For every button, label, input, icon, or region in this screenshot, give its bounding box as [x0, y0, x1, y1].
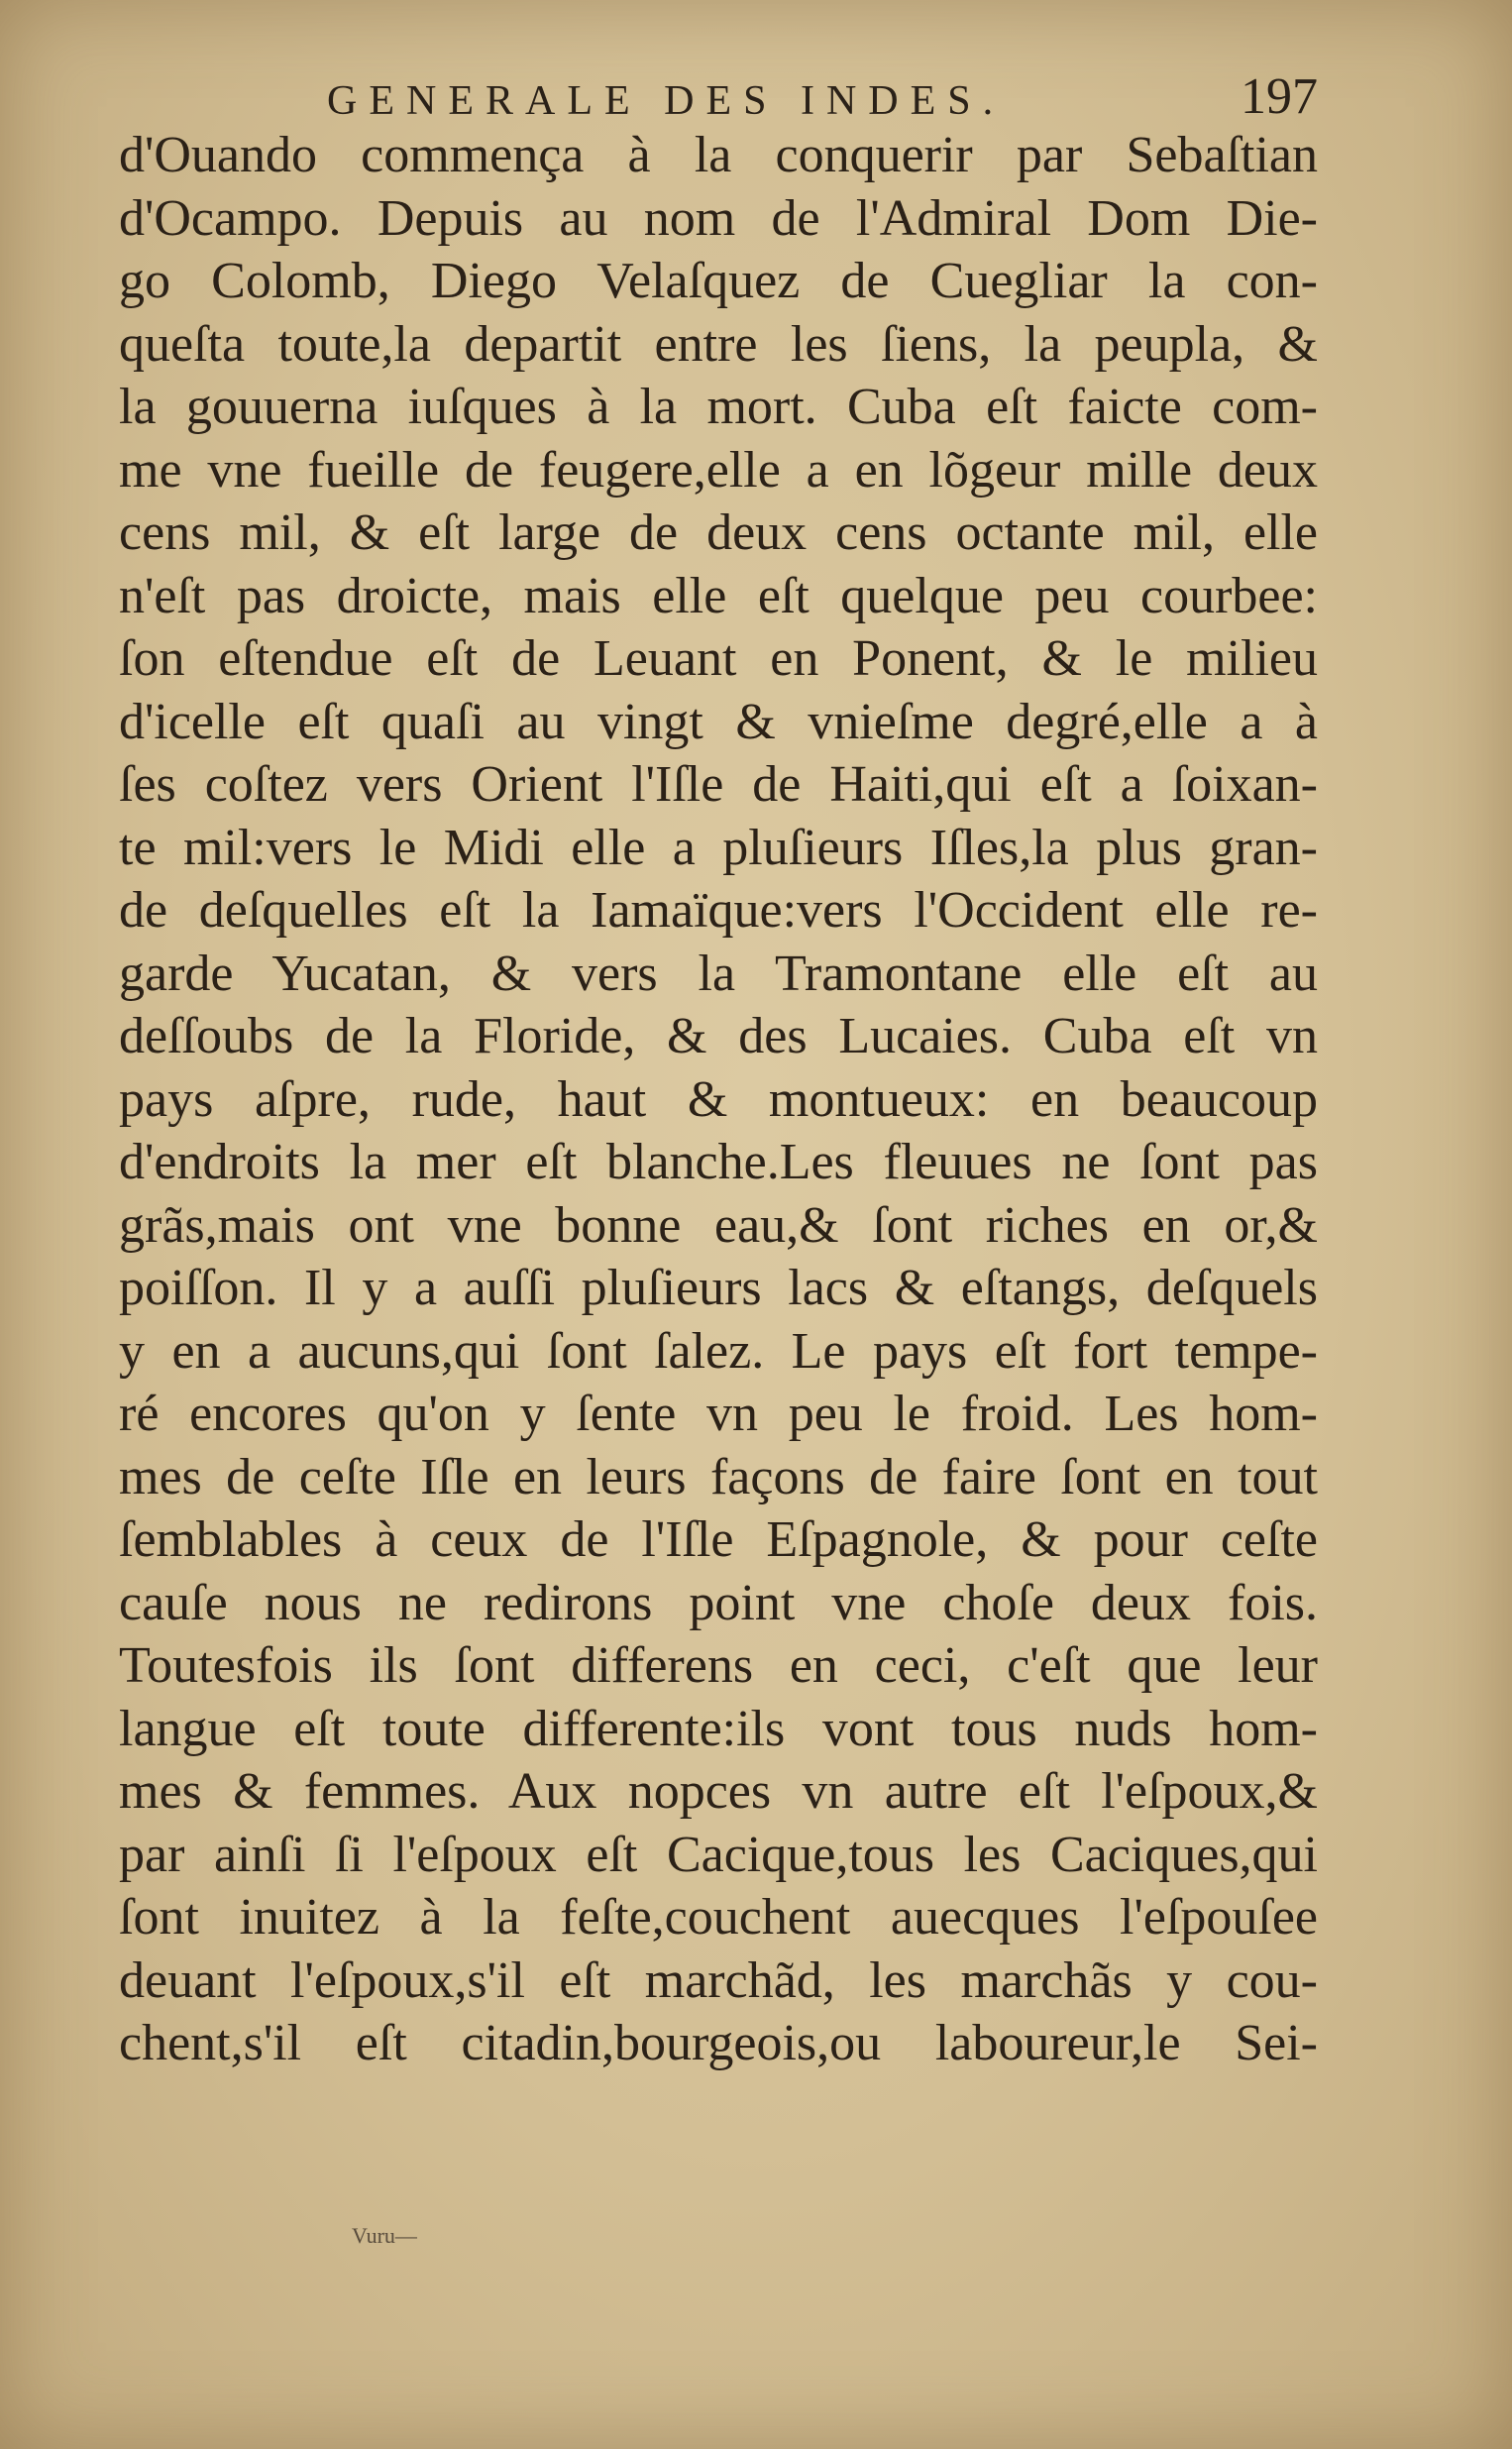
text-line: mes & femmes. Aux nopces vn autre eſt l'eſpoux,&	[119, 1763, 1318, 1820]
text-line: d'icelle eſt quaſi au vingt & vnieſme degré,elle a à	[119, 693, 1318, 750]
text-line: ſont inuitez à la feſte,couchent auecques l'eſpouſee	[119, 1889, 1318, 1946]
text-line: mes de ceſte Iſle en leurs façons de faire ſont en tout	[119, 1448, 1318, 1505]
body-text	[119, 124, 1318, 2075]
text-line: chent,s'il eſt citadin,bourgeois,ou laboureur,le Sei-	[119, 2015, 1318, 2071]
text-line: pays aſpre, rude, haut & montueux: en beaucoup	[119, 1070, 1318, 1128]
text-line: poiſſon. Il y a auſſi pluſieurs lacs & eſtangs, deſquels	[119, 1260, 1318, 1316]
text-line: langue eſt toute differente:ils vont tous nuds hom-	[119, 1700, 1318, 1757]
text-line: te mil:vers le Midi elle a pluſieurs Iſles,la plus gran-	[119, 819, 1318, 876]
page-number: 197	[1241, 68, 1318, 125]
text-line: cauſe nous ne redirons point vne choſe deux fois.	[119, 1574, 1318, 1631]
footer-mark: Vuru—	[352, 2223, 417, 2248]
text-line: Toutesfois ils ſont differens en ceci, c'eſt que leur	[119, 1637, 1318, 1694]
text-line: ſemblables à ceux de l'Iſle Eſpagnole, & pour ceſte	[119, 1511, 1318, 1568]
text-line: cens mil, & eſt large de deux cens octante mil, elle	[119, 504, 1318, 561]
text-line: ſon eſtendue eſt de Leuant en Ponent, & le milieu	[119, 630, 1318, 687]
text-line: ré encores qu'on y ſente vn peu le froid. Les hom-	[119, 1386, 1318, 1442]
text-line: y en a aucuns,qui ſont ſalez. Le pays eſt fort tempe-	[119, 1322, 1318, 1380]
text-line: grãs,mais ont vne bonne eau,& ſont riches en or,&	[119, 1196, 1318, 1254]
text-line: queſta toute,la departit entre les ſiens, la peupla, &	[119, 315, 1318, 373]
text-line: de deſquelles eſt la Iamaïque:vers l'Occident elle re-	[119, 882, 1318, 939]
text-line: deſſoubs de la Floride, & des Lucaies. Cuba eſt vn	[119, 1008, 1318, 1064]
text-line: go Colomb, Diego Velaſquez de Cuegliar la con-	[119, 253, 1318, 309]
text-line: me vne fueille de feugere,elle a en lõgeur mille deux	[119, 441, 1318, 499]
text-line: garde Yucatan, & vers la Tramontane elle eſt au	[119, 945, 1318, 1002]
text-line: d'endroits la mer eſt blanche.Les fleuues ne ſont pas	[119, 1134, 1318, 1190]
running-head: GENERALE DES INDES.	[327, 78, 1006, 124]
text-line: par ainſi ſi l'eſpoux eſt Cacique,tous les Caciques,qui	[119, 1826, 1318, 1883]
text-line: la gouuerna iuſques à la mort. Cuba eſt faicte com-	[119, 379, 1318, 435]
text-line: d'Ouando commença à la conquerir par Sebaſtian	[119, 127, 1318, 183]
text-line: ſes coſtez vers Orient l'Iſle de Haiti,qui eſt a ſoixan-	[119, 756, 1318, 813]
text-line: d'Ocampo. Depuis au nom de l'Admiral Dom Die-	[119, 189, 1318, 247]
text-line: n'eſt pas droicte, mais elle eſt quelque peu courbee:	[119, 567, 1318, 624]
text-line: deuant l'eſpoux,s'il eſt marchãd, les marchãs y cou-	[119, 1951, 1318, 2009]
